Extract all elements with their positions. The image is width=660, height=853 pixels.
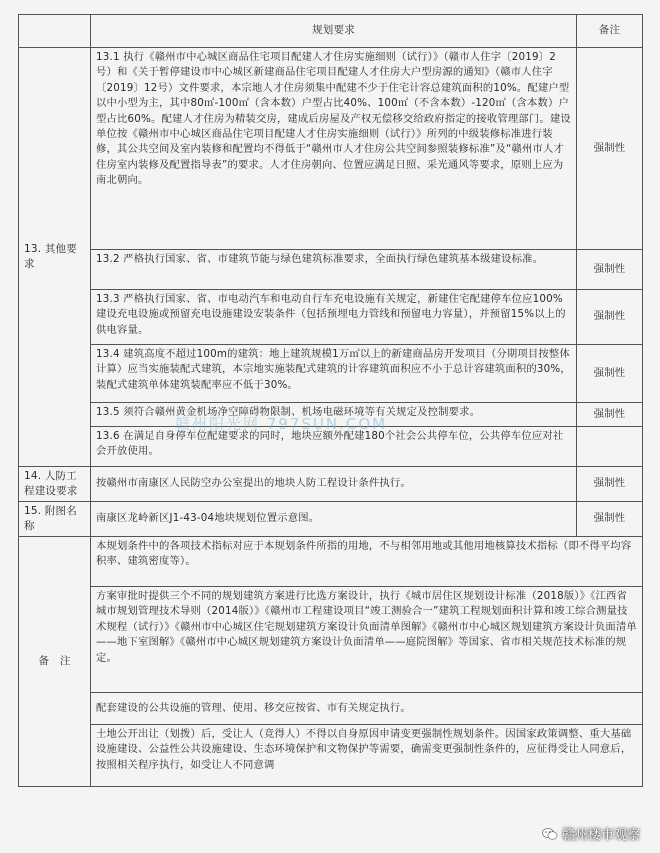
section-label-14: 14. 人防工程建设要求 [19, 467, 91, 502]
table-row [19, 345, 643, 403]
requirement-13-1: 13.1 执行《赣州市中心城区商品住宅项目配建人才住房实施细则（试行）》（赣市人住字〔2019〕2号）和《关于暂停建设市中心城区新建商品住宅项目配建人才住房大户型房源的通知》（赣市人住字〔2019〕12号）文件要求，本宗地人才住房须集中配建不少于住宅计容总建筑面积的10%。配建户型以中小型为主，其中80㎡-100㎡（含本数）户型占比40%、100㎡（不含本数）-120㎡（含本数）户型占比60%。配建人才住房为精装交房，建成后房屋及产权无偿移交给政府指定的接收管理部门。建设单位按《赣州市中心城区商品住宅项目配建人才住房实施细则（试行）》所列的中级装修标准进行装修，其公共空间及室内装修和配置均不得低于“赣州市人才住房公共空间参照装修标准”及“赣州市人才住房室内装修及配置指导表”的要求。人才住房朝向、位置应满足日照、采光通风等要求，原则上应为南北朝向。 [91, 48, 577, 250]
table-row [19, 403, 643, 427]
requirement-14: 按赣州市南康区人民防空办公室提出的地块人防工程设计条件执行。 [91, 467, 577, 502]
requirement-13-6: 13.6 在满足自身停车位配建要求的同时，地块应额外配建180个社会公共停车位，公共停车位应对社会开放使用。 [91, 427, 577, 467]
brand-badge [542, 824, 640, 843]
note-13-2: 强制性 [577, 250, 643, 290]
remark-4: 土地公开出让（划拨）后，受让人（竞得人）不得以自身原因申请变更强制性规划条件。因国家政策调整、重大基础设施建设、公益性公共设施建设、生态环境保护和文物保护等需要，确需变更强制性条件的，应征得受让人同意后，按照相关程序执行，如受让人不同意调 [91, 725, 643, 787]
requirement-13-3: 13.3 严格执行国家、省、市电动汽车和电动自行车充电设施有关规定，新建住宅配建停车位应100%建设充电设施或预留充电设施建设安装条件（包括预埋电力管线和预留电力容量），并预留15%以上的供电容量。 [91, 290, 577, 345]
requirement-13-5: 13.5 须符合赣州黄金机场净空障碍物限制、机场电磁环境等有关规定及控制要求。 [91, 403, 577, 427]
header-col1 [19, 15, 91, 48]
header-requirements: 规划要求 [91, 15, 577, 48]
table-row [19, 693, 643, 725]
section-label-13: 13. 其他要求 [19, 48, 91, 467]
table-row [19, 290, 643, 345]
table-row [19, 48, 643, 250]
section-label-remarks: 备 注 [19, 537, 91, 787]
table-row [19, 537, 643, 587]
requirement-15: 南康区龙岭新区J1-43-04地块规划位置示意图。 [91, 502, 577, 537]
wechat-icon [542, 827, 558, 841]
table-row [19, 725, 643, 787]
brand-name: 赣州楼市观察 [561, 828, 640, 843]
watermark: 赣州阳光网 797SUN.COM [175, 415, 388, 433]
requirement-13-2: 13.2 严格执行国家、省、市建筑节能与绿色建筑标准要求，全面执行绿色建筑基本级建设标准。 [91, 250, 577, 290]
table-row [19, 467, 643, 502]
note-13-1: 强制性 [577, 48, 643, 250]
planning-conditions-table [18, 14, 643, 787]
table-row [19, 427, 643, 467]
note-13-3: 强制性 [577, 290, 643, 345]
table-row [19, 587, 643, 693]
note-14: 强制性 [577, 467, 643, 502]
requirement-13-4: 13.4 建筑高度不超过100m的建筑：地上建筑规模1万㎡以上的新建商品房开发项目（分期项目按整体计算）应当实施装配式建筑，本宗地实施装配式建筑的计容建筑面积应不小于总计容建筑面积的30%，装配式建筑单体建筑装配率应不低于30%。 [91, 345, 577, 403]
section-label-15: 15. 附图名称 [19, 502, 91, 537]
remark-1: 本规划条件中的各项技术指标对应于本规划条件所指的用地，不与相邻用地或其他用地核算技术指标（即不得平均容积率、建筑密度等）。 [91, 537, 643, 587]
remark-3: 配套建设的公共设施的管理、使用、移交应按省、市有关规定执行。 [91, 693, 643, 725]
note-13-5: 强制性 [577, 403, 643, 427]
table-row [19, 250, 643, 290]
remark-2: 方案审批时提供三个不同的规划建筑方案进行比选方案设计，执行《城市居住区规划设计标准（2018版）》《江西省城市规划管理技术导则（2014版）》《赣州市工程建设项目“竣工测验合一”建筑工程规划面积计算和竣工综合测量技术规程（试行）》《赣州市中心城区住宅规划建筑方案设计负面清单图解》《赣州市中心城区规划建筑方案设计负面清单——地下室图解》《赣州市中心城区规划建筑方案设计负面清单——庭院图解》等国家、省市相关规范技术标准的规定。 [91, 587, 643, 693]
table-row [19, 502, 643, 537]
header-notes: 备注 [577, 15, 643, 48]
note-13-4: 强制性 [577, 345, 643, 403]
table-header-row [19, 15, 643, 48]
note-13-6 [577, 427, 643, 467]
note-15: 强制性 [577, 502, 643, 537]
